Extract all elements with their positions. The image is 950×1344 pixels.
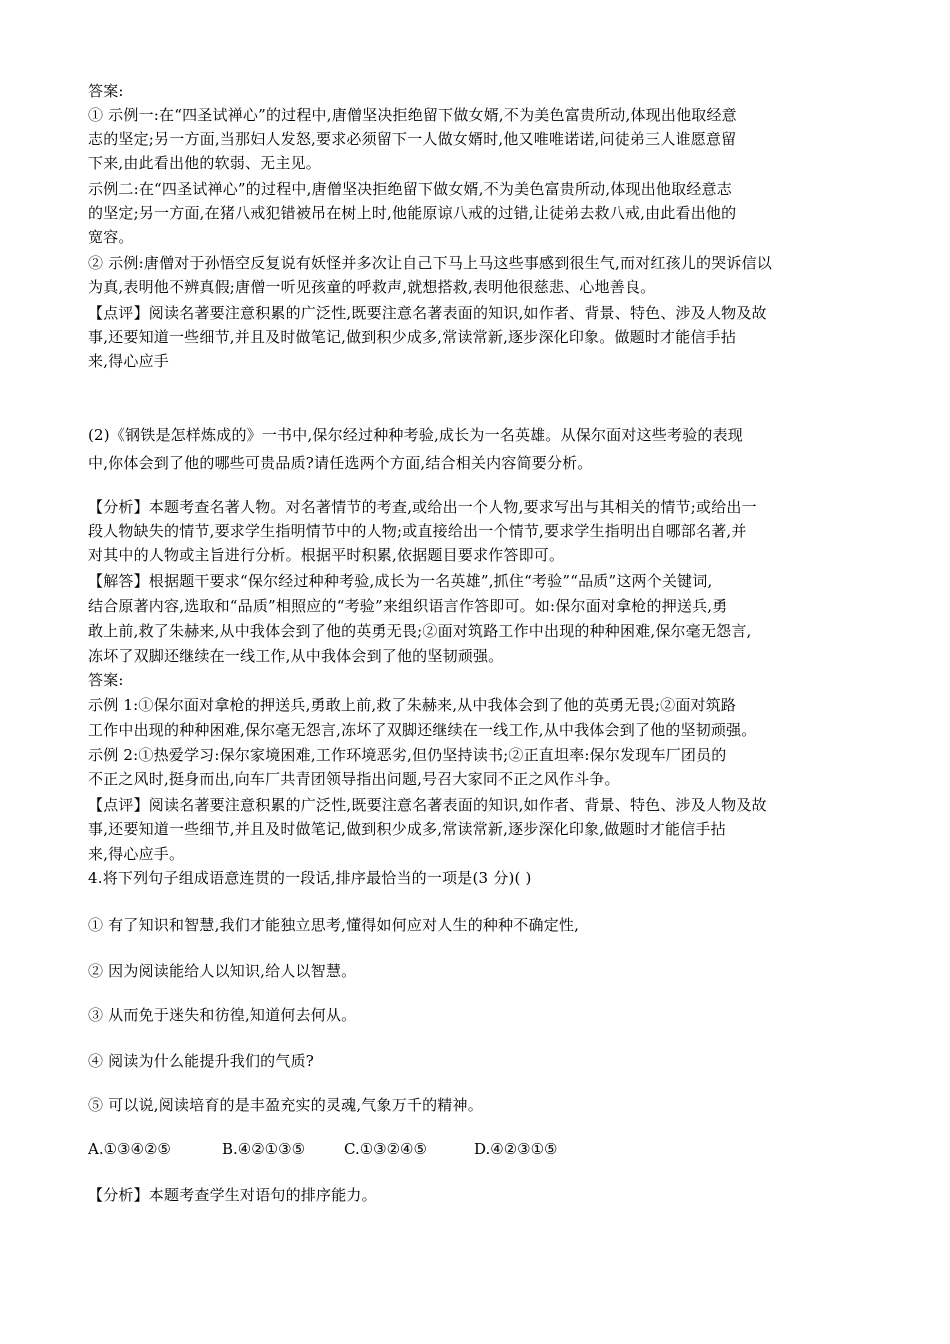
answer-line: 为真,表明他不辨真假;唐僧一听见孩童的呼救声,就想搭救,表明他很慈悲、心地善良。 xyxy=(88,278,656,296)
comment-line: 事,还要知道一些细节,并且及时做笔记,做到积少成多,常读常新,逐步深化印象。做题时才能信手拈 xyxy=(88,328,737,346)
option-b: B.④②①③⑤ xyxy=(222,1140,306,1158)
comment-line: 【点评】阅读名著要注意积累的广泛性,既要注意名著表面的知识,如作者、背景、特色、涉及人物及故 xyxy=(88,304,767,322)
answer-line: ② 示例:唐僧对于孙悟空反复说有妖怪并多次让自己下马上马这些事感到很生气,而对红孩儿的哭诉信以 xyxy=(88,254,772,272)
sentence-item: ④ 阅读为什么能提升我们的气质? xyxy=(88,1052,315,1070)
question-2-line: 中,你体会到了他的哪些可贵品质?请任选两个方面,结合相关内容简要分析。 xyxy=(88,454,593,472)
option-c: C.①③②④⑤ xyxy=(344,1140,427,1158)
question-2-line: (2)《钢铁是怎样炼成的》一书中,保尔经过种种考验,成长为一名英雄。从保尔面对这些考验的表现 xyxy=(88,426,743,444)
example-line: 示例 1:①保尔面对拿枪的押送兵,勇敢上前,救了朱赫来,从中我体会到了他的英勇无畏;②面对筑路 xyxy=(88,696,737,714)
sentence-item: ③ 从而免于迷失和彷徨,知道何去何从。 xyxy=(88,1006,357,1024)
solution-line: 结合原著内容,选取和“品质”相照应的“考验”来组织语言作答即可。如:保尔面对拿枪的押送兵,勇 xyxy=(88,597,728,615)
sentence-item: ⑤ 可以说,阅读培育的是丰盈充实的灵魂,气象万千的精神。 xyxy=(88,1096,483,1114)
answer-line: 宽容。 xyxy=(88,228,134,246)
option-d: D.④②③①⑤ xyxy=(474,1140,558,1158)
solution-line: 【解答】根据题干要求“保尔经过种种考验,成长为一名英雄”,抓住“考验”“品质”这两个关键词, xyxy=(88,572,713,590)
question-4-analysis: 【分析】本题考查学生对语句的排序能力。 xyxy=(88,1186,377,1204)
option-a: A.①③④②⑤ xyxy=(88,1140,171,1158)
analysis-line: 【分析】本题考查名著人物。对名著情节的考查,或给出一个人物,要求写出与其相关的情节;或给出一 xyxy=(88,498,757,516)
comment-line: 【点评】阅读名著要注意积累的广泛性,既要注意名著表面的知识,如作者、背景、特色、涉及人物及故 xyxy=(88,796,767,814)
sentence-item: ① 有了知识和智慧,我们才能独立思考,懂得如何应对人生的种种不确定性, xyxy=(88,916,580,934)
solution-line: 敢上前,救了朱赫来,从中我体会到了他的英勇无畏;②面对筑路工作中出现的种种困难,保尔毫无怨言, xyxy=(88,622,752,640)
answer-line: 志的坚定;另一方面,当那妇人发怒,要求必须留下一人做女婿时,他又唯唯诺诺,问徒弟三人谁愿意留 xyxy=(88,130,737,148)
comment-line: 来,得心应手 xyxy=(88,352,169,370)
analysis-line: 对其中的人物或主旨进行分析。根据平时积累,依据题目要求作答即可。 xyxy=(88,546,565,564)
answer-line: 的坚定;另一方面,在猪八戒犯错被吊在树上时,他能原谅八戒的过错,让徒弟去救八戒,由此看出他的 xyxy=(88,204,737,222)
answer-line: 示例二:在“四圣试禅心”的过程中,唐僧坚决拒绝留下做女婿,不为美色富贵所动,体现出他取经意志 xyxy=(88,180,732,198)
answer-label: 答案: xyxy=(88,671,124,689)
analysis-line: 段人物缺失的情节,要求学生指明情节中的人物;或直接给出一个情节,要求学生指明出自哪部名著,并 xyxy=(88,522,747,540)
comment-line: 事,还要知道一些细节,并且及时做笔记,做到积少成多,常读常新,逐步深化印象,做题时才能信手拈 xyxy=(88,820,726,838)
answer-line: 下来,由此看出他的软弱、无主见。 xyxy=(88,154,321,172)
example-line: 工作中出现的种种困难,保尔毫无怨言,冻坏了双脚还继续在一线工作,从中我体会到了他的坚韧顽强。 xyxy=(88,721,757,739)
answer-line: ① 示例一:在“四圣试禅心”的过程中,唐僧坚决拒绝留下做女婿,不为美色富贵所动,体现出他取经意 xyxy=(88,106,737,124)
answer-label: 答案: xyxy=(88,82,124,100)
sentence-item: ② 因为阅读能给人以知识,给人以智慧。 xyxy=(88,962,357,980)
question-4-stem: 4.将下列句子组成语意连贯的一段话,排序最恰当的一项是(3 分)( ) xyxy=(88,869,532,887)
example-line: 示例 2:①热爱学习:保尔家境困难,工作环境恶劣,但仍坚持读书;②正直坦率:保尔发现车厂团员的 xyxy=(88,746,727,764)
comment-line: 来,得心应手。 xyxy=(88,845,185,863)
example-line: 不正之风时,挺身而出,向车厂共青团领导指出问题,号召大家同不正之风作斗争。 xyxy=(88,770,620,788)
solution-line: 冻坏了双脚还继续在一线工作,从中我体会到了他的坚韧顽强。 xyxy=(88,647,504,665)
